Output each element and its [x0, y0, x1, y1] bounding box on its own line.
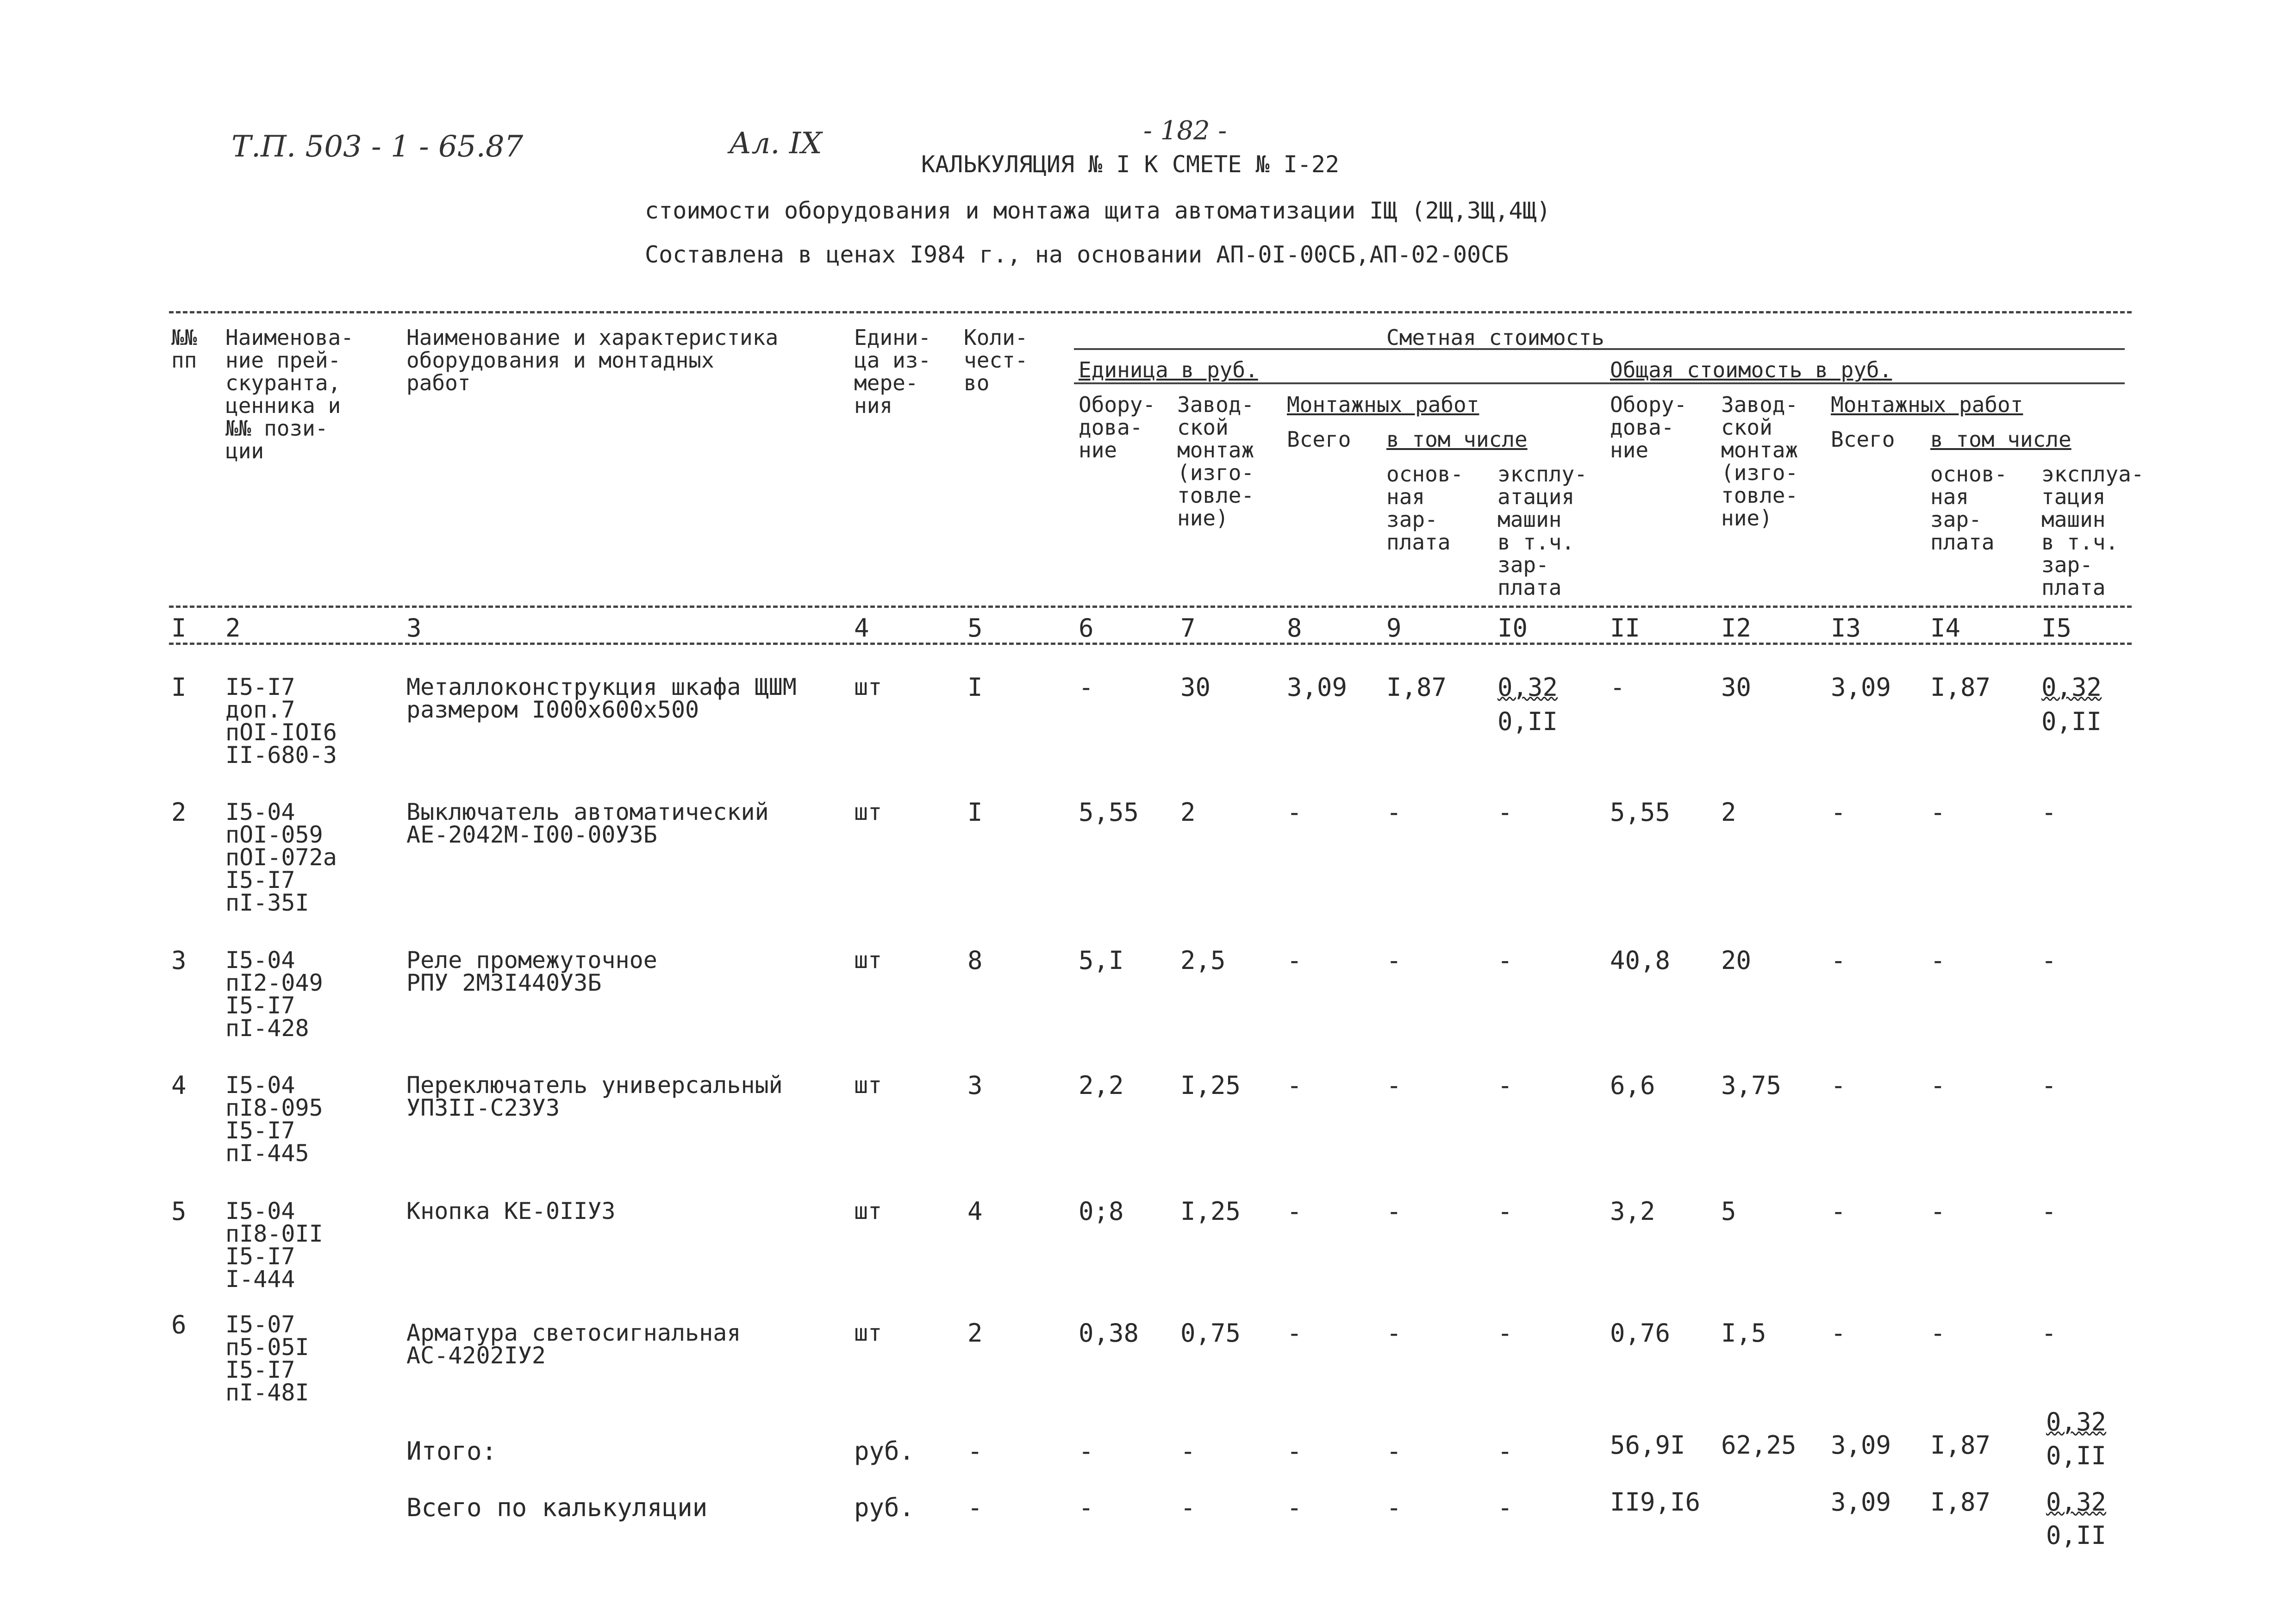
- grand-total-unit-installation: -: [1287, 1493, 1302, 1522]
- total-machine-wages: 0,II: [2041, 707, 2102, 736]
- grand-total-unit: руб.: [854, 1493, 915, 1522]
- row-number: 2: [171, 798, 187, 827]
- unit-equipment-cost: 5,55: [1079, 798, 1139, 827]
- column-numbers-rule: [169, 643, 2132, 645]
- column-number: 5: [967, 613, 983, 643]
- grand-total-wages: I,87: [1930, 1487, 1991, 1517]
- total-installation: -: [1831, 946, 1846, 975]
- subtotal-unit-wages: -: [1386, 1437, 1402, 1466]
- subtotal-unit-equipment: -: [1079, 1437, 1094, 1466]
- column-number: 9: [1386, 613, 1402, 643]
- unit-of-measure: шт: [854, 1072, 882, 1099]
- total-factory-cost: I,5: [1721, 1318, 1766, 1348]
- col-header-machine-operation-2: эксплуа- тация машин в т.ч. зар- плата: [2041, 462, 2144, 600]
- header-bottom-rule: [169, 606, 2132, 608]
- unit-of-measure: шт: [854, 947, 882, 974]
- col-header-unit-cost-group: Единица в руб.: [1079, 357, 1258, 382]
- unit-equipment-cost: 0;8: [1079, 1197, 1124, 1226]
- album-number: Ал. IX: [729, 126, 822, 161]
- grand-total-unit-machines: -: [1497, 1493, 1513, 1522]
- unit-factory-cost: 0,75: [1180, 1318, 1241, 1348]
- quantity: 4: [967, 1197, 983, 1226]
- col-header-factory-assembly: Завод- ской монтаж (изго- товле- ние): [1177, 392, 1254, 531]
- subtotal-unit-installation: -: [1287, 1437, 1302, 1466]
- column-number: I5: [2041, 613, 2072, 643]
- price-basis: Составлена в ценах I984 г., на основании АП-0I-00СБ,АП-02-00СБ: [645, 241, 1509, 268]
- subtotal-total-factory: 62,25: [1721, 1430, 1797, 1460]
- col-header-equipment: Обору- дова- ние: [1079, 392, 1156, 462]
- grand-total-quantity: -: [967, 1493, 983, 1522]
- quantity: 8: [967, 946, 983, 975]
- price-list-position: I5-04 пОI-059 пОI-072а I5-I7 пI-35I: [225, 799, 337, 916]
- unit-of-measure: шт: [854, 799, 882, 825]
- total-factory-cost: 5: [1721, 1197, 1736, 1226]
- subtotal-unit-factory: -: [1180, 1437, 1196, 1466]
- column-number: 8: [1287, 613, 1302, 643]
- col-header-equipment-total: Обору- дова- ние: [1610, 392, 1687, 462]
- unit-base-wages: I,87: [1386, 673, 1447, 702]
- col-header-installation-total: Всего: [1287, 427, 1351, 452]
- col-header-installation: Монтажных работ: [1287, 392, 1479, 417]
- total-factory-cost: 2: [1721, 798, 1736, 827]
- quantity: 2: [967, 1318, 983, 1348]
- unit-machine-operation: -: [1497, 946, 1513, 975]
- unit-base-wages: -: [1386, 1071, 1402, 1100]
- total-equipment-cost: 6,6: [1610, 1071, 1655, 1100]
- unit-factory-cost: 2,5: [1180, 946, 1226, 975]
- total-base-wages: -: [1930, 1318, 1946, 1348]
- subtotal-label: Итого:: [406, 1437, 497, 1466]
- price-list-position: I5-04 пI8-095 I5-I7 пI-445: [225, 1072, 323, 1167]
- grand-total-equipment: II9,I6: [1610, 1487, 1701, 1517]
- column-number: I2: [1721, 613, 1752, 643]
- quantity: I: [967, 798, 983, 827]
- item-name: Кнопка КЕ-0IIУ3: [406, 1198, 616, 1224]
- unit-installation-total: -: [1287, 1071, 1302, 1100]
- total-factory-cost: 30: [1721, 673, 1752, 702]
- col-header-machine-operation: эксплу- атация машин в т.ч. зар- плата: [1497, 462, 1587, 600]
- unit-base-wages: -: [1386, 1318, 1402, 1348]
- subtotal-total-wages: I,87: [1930, 1430, 1991, 1460]
- unit-base-wages: -: [1386, 946, 1402, 975]
- total-machine-operation: -: [2041, 1318, 2057, 1348]
- unit-machine-operation: 0,32: [1497, 673, 1558, 702]
- unit-of-measure: шт: [854, 1198, 882, 1224]
- column-number: I0: [1497, 613, 1528, 643]
- col-header-including: в том числе: [1386, 427, 1528, 452]
- total-installation: -: [1831, 1071, 1846, 1100]
- total-machine-operation: -: [2041, 946, 2057, 975]
- total-base-wages: -: [1930, 1071, 1946, 1100]
- unit-installation-total: -: [1287, 1318, 1302, 1348]
- total-factory-cost: 3,75: [1721, 1071, 1782, 1100]
- total-machine-operation: -: [2041, 1197, 2057, 1226]
- unit-machine-operation: -: [1497, 1071, 1513, 1100]
- total-base-wages: -: [1930, 1197, 1946, 1226]
- subtotal-total-machine-wages: 0,II: [2046, 1441, 2107, 1470]
- subtotal-total-equipment: 56,9I: [1610, 1430, 1685, 1460]
- table-top-rule: [169, 311, 2132, 313]
- unit-of-measure: шт: [854, 674, 882, 700]
- col-header-base-wages: основ- ная зар- плата: [1386, 462, 1464, 555]
- total-machine-operation: -: [2041, 798, 2057, 827]
- unit-installation-total: 3,09: [1287, 673, 1348, 702]
- column-number: II: [1610, 613, 1641, 643]
- subtotal-quantity: -: [967, 1437, 983, 1466]
- unit-machine-operation: -: [1497, 798, 1513, 827]
- item-name: Выключатель автоматический АЕ-2042М-I00-00У3Б: [406, 799, 769, 848]
- col-header-installation-2: Монтажных работ: [1831, 392, 2023, 417]
- col-header-factory-assembly-total: Завод- ской монтаж (изго- товле- ние): [1721, 392, 1798, 531]
- unit-machine-wages: 0,II: [1497, 707, 1558, 736]
- col-header-base-wages-2: основ- ная зар- плата: [1930, 462, 2008, 555]
- calculation-title: КАЛЬКУЛЯЦИЯ № I К СМЕТЕ № I-22: [921, 151, 1340, 178]
- quantity: 3: [967, 1071, 983, 1100]
- grand-total-unit-factory: -: [1180, 1493, 1196, 1522]
- total-installation: 3,09: [1831, 673, 1891, 702]
- unit-installation-total: -: [1287, 946, 1302, 975]
- total-installation: -: [1831, 1197, 1846, 1226]
- row-number: 5: [171, 1197, 187, 1226]
- document-reference: Т.П. 503 - 1 - 65.87: [231, 130, 524, 164]
- column-number: 6: [1079, 613, 1094, 643]
- grand-total-machines: 0,32: [2046, 1487, 2107, 1517]
- quantity: I: [967, 673, 983, 702]
- grand-total-label: Всего по калькуляции: [406, 1493, 708, 1522]
- row-number: 6: [171, 1310, 187, 1339]
- column-number: I4: [1930, 613, 1961, 643]
- col-header-estimated-cost: Сметная стоимость: [1386, 325, 1604, 350]
- row-number: I: [171, 673, 187, 702]
- total-machine-operation: -: [2041, 1071, 2057, 1100]
- cost-groups-underline: [1074, 382, 2125, 384]
- col-header-number: №№ пп: [171, 325, 197, 373]
- col-header-including-2: в том числе: [1930, 427, 2071, 452]
- unit-installation-total: -: [1287, 1197, 1302, 1226]
- calculation-subtitle: стоимости оборудования и монтажа щита автоматизации IЩ (2Щ,3Щ,4Щ): [645, 197, 1551, 224]
- unit-factory-cost: 2: [1180, 798, 1196, 827]
- unit-of-measure: шт: [854, 1319, 882, 1346]
- unit-equipment-cost: 5,I: [1079, 946, 1124, 975]
- row-number: 3: [171, 946, 187, 975]
- total-installation: -: [1831, 798, 1846, 827]
- total-equipment-cost: 3,2: [1610, 1197, 1655, 1226]
- subtotal-unit: руб.: [854, 1437, 915, 1466]
- col-header-unit: Едини- ца из- мере- ния: [854, 325, 931, 418]
- grand-total-machine-wages: 0,II: [2046, 1521, 2107, 1550]
- grand-total-unit-wages: -: [1386, 1493, 1402, 1522]
- unit-base-wages: -: [1386, 1197, 1402, 1226]
- price-list-position: I5-04 пI8-0II I5-I7 I-444: [225, 1198, 323, 1293]
- price-list-position: I5-I7 доп.7 пОI-IОI6 II-680-3: [225, 674, 337, 768]
- total-installation: -: [1831, 1318, 1846, 1348]
- total-factory-cost: 20: [1721, 946, 1752, 975]
- grand-total-installation: 3,09: [1831, 1487, 1891, 1517]
- column-number: 7: [1180, 613, 1196, 643]
- unit-machine-operation: -: [1497, 1318, 1513, 1348]
- row-number: 4: [171, 1071, 187, 1100]
- col-header-name: Наименование и характеристика оборудования и монтадных работ: [406, 325, 779, 395]
- col-header-installation-total-2: Всего: [1831, 427, 1895, 452]
- total-equipment-cost: 5,55: [1610, 798, 1671, 827]
- page-number: - 182 -: [1143, 116, 1227, 146]
- subtotal-total-machines: 0,32: [2046, 1407, 2107, 1437]
- item-name: Переключатель универсальный УП3II-С23У3: [406, 1072, 783, 1121]
- total-base-wages: -: [1930, 798, 1946, 827]
- item-name: Арматура светосигнальная АС-4202IУ2: [406, 1319, 741, 1369]
- estimated-cost-underline: [1074, 348, 2125, 350]
- price-list-position: I5-07 п5-05I I5-I7 пI-48I: [225, 1311, 309, 1406]
- item-name: Металлоконструкция шкафа ЩШМ размером I000х600х500: [406, 674, 797, 723]
- column-number: 2: [225, 613, 241, 643]
- col-header-quantity: Коли- чест- во: [964, 325, 1028, 395]
- subtotal-total-installation: 3,09: [1831, 1430, 1891, 1460]
- total-equipment-cost: 40,8: [1610, 946, 1671, 975]
- col-header-total-cost-group: Общая стоимость в руб.: [1610, 357, 1892, 382]
- unit-factory-cost: I,25: [1180, 1197, 1241, 1226]
- unit-equipment-cost: 2,2: [1079, 1071, 1124, 1100]
- unit-machine-operation: -: [1497, 1197, 1513, 1226]
- col-header-price-list: Наименова- ние прей- скуранта, ценника и №№ пози- ции: [225, 325, 354, 463]
- price-list-position: I5-04 пI2-049 I5-I7 пI-428: [225, 947, 323, 1042]
- unit-base-wages: -: [1386, 798, 1402, 827]
- total-equipment-cost: -: [1610, 673, 1625, 702]
- unit-factory-cost: 30: [1180, 673, 1211, 702]
- column-number: I3: [1831, 613, 1861, 643]
- column-number: 4: [854, 613, 869, 643]
- grand-total-unit-equipment: -: [1079, 1493, 1094, 1522]
- item-name: Реле промежуточное РПУ 2М3I440У3Б: [406, 947, 657, 996]
- unit-factory-cost: I,25: [1180, 1071, 1241, 1100]
- column-number: 3: [406, 613, 422, 643]
- unit-installation-total: -: [1287, 798, 1302, 827]
- subtotal-unit-machines: -: [1497, 1437, 1513, 1466]
- unit-equipment-cost: -: [1079, 673, 1094, 702]
- unit-equipment-cost: 0,38: [1079, 1318, 1139, 1348]
- column-number: I: [171, 613, 187, 643]
- total-machine-operation: 0,32: [2041, 673, 2102, 702]
- total-base-wages: I,87: [1930, 673, 1991, 702]
- total-base-wages: -: [1930, 946, 1946, 975]
- total-equipment-cost: 0,76: [1610, 1318, 1671, 1348]
